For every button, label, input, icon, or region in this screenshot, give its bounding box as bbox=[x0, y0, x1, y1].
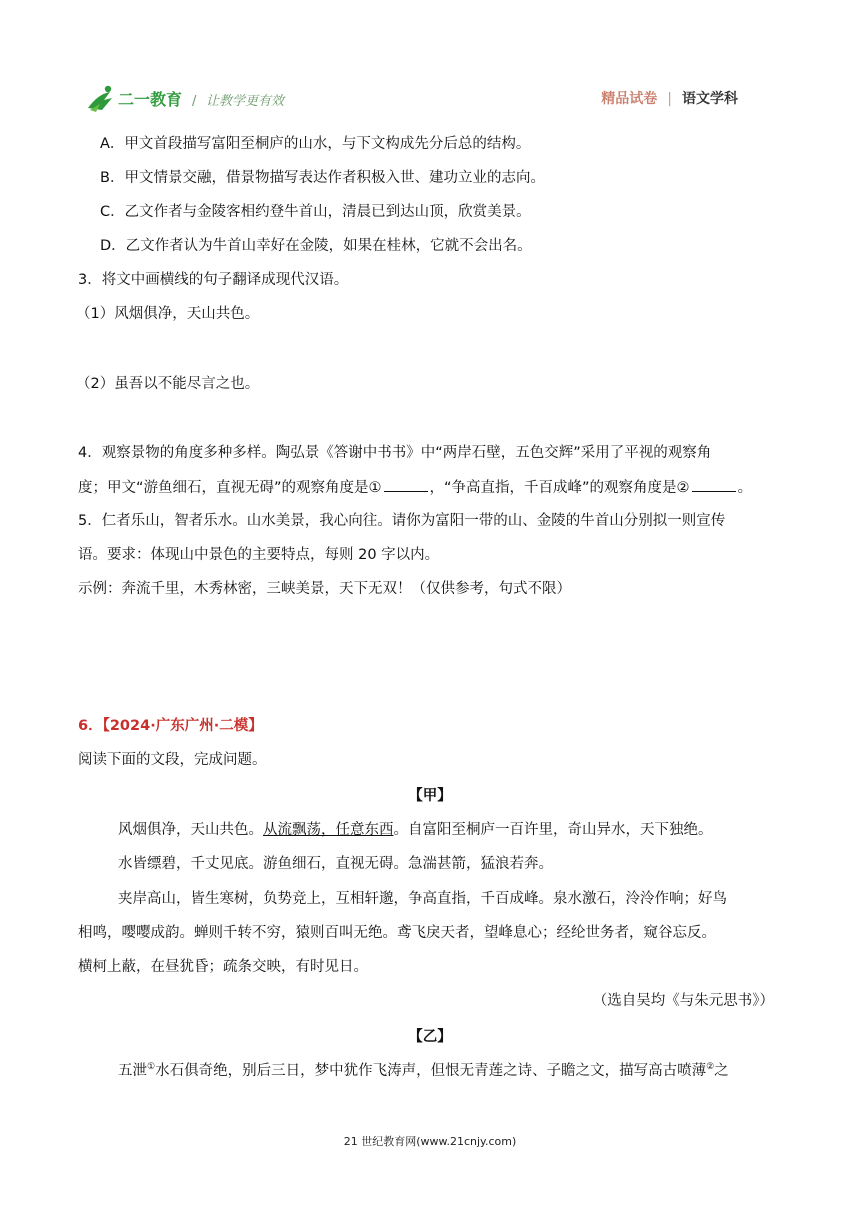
passage-jia-paragraph-2: 水皆缥碧，千丈见底。游鱼细石，直视无碍。急湍甚箭，猛浪若奔。 bbox=[118, 856, 553, 872]
option-a: A．甲文首段描写富阳至桐庐的山水，与下文构成先分后总的结构。 bbox=[100, 136, 531, 152]
underlined-sentence: 从流飘荡，任意东西 bbox=[263, 822, 394, 838]
page-header bbox=[84, 80, 744, 114]
passage-jia-paragraph-1: 风烟俱净，天山共色。从流飘荡，任意东西。自富阳至桐庐一百许里，奇山异水，天下独绝。 bbox=[118, 822, 713, 838]
question-5-line-1: 5．仁者乐山，智者乐水。山水美景，我心向往。请你为富阳一带的山、金陵的牛首山分别拟一则宣传 bbox=[78, 513, 726, 529]
option-c: C．乙文作者与金陵客相约登牛首山，清晨已到达山顶，欣赏美景。 bbox=[100, 204, 531, 220]
passage-jia-title: 【甲】 bbox=[408, 788, 452, 804]
brand-logo bbox=[84, 84, 304, 114]
brand-text: 二一教育 bbox=[118, 90, 183, 109]
page-footer: 21 世纪教育网(www.21cnjy.com) bbox=[343, 1135, 517, 1148]
runner-logo-icon bbox=[84, 84, 314, 114]
question-6-title: 6．【2024·广东广州·二模】 bbox=[78, 718, 263, 734]
passage-jia-paragraph-3-line-1: 夹岸高山，皆生寒树，负势竞上，互相轩邈，争高直指，千百成峰。泉水激石，泠泠作响；好鸟 bbox=[118, 891, 727, 907]
question-3: 3．将文中画横线的句子翻译成现代汉语。 bbox=[78, 272, 349, 288]
passage-source: （选自吴均《与朱元思书》） bbox=[592, 993, 774, 1009]
footnote-2: ② bbox=[706, 1062, 715, 1073]
question-3-sub-1: （1）风烟俱净，天山共色。 bbox=[76, 306, 260, 322]
option-b: B．甲文情景交融，借景物描写表达作者积极入世、建功立业的志向。 bbox=[100, 170, 545, 186]
question-3-sub-2: （2）虽吾以不能尽言之也。 bbox=[76, 376, 260, 392]
footnote-1: ① bbox=[147, 1062, 156, 1073]
question-4-line-1: 4．观察景物的角度多种多样。陶弘景《答谢中书书》中“两岸石壁，五色交辉”采用了平视的观察角 bbox=[78, 445, 712, 461]
passage-jia-paragraph-3-line-2: 相鸣，嘤嘤成韵。蝉则千转不穷，猿则百叫无绝。鸢飞戾天者，望峰息心；经纶世务者，窥谷忘反。 bbox=[78, 925, 716, 941]
question-4-line-2: 度；甲文“游鱼细石，直视无碍”的观察角度是① ，“争高直指，千百成峰”的观察角度是② 。 bbox=[78, 477, 752, 498]
tag-subject: 语文学科 bbox=[682, 91, 738, 107]
passage-jia-paragraph-3-line-3: 横柯上蔽，在昼犹昏；疏条交映，有时见日。 bbox=[78, 959, 368, 975]
tag-separator: | bbox=[667, 91, 672, 107]
answer-blank-2[interactable] bbox=[692, 477, 736, 492]
answer-blank-1[interactable] bbox=[384, 477, 428, 492]
question-5-line-2: 语。要求：体现山中景色的主要特点，每则 20 字以内。 bbox=[78, 547, 440, 563]
question-5-example: 示例：奔流千里，木秀林密，三峡美景，天下无双！（仅供参考，句式不限） bbox=[78, 581, 571, 597]
option-d: D．乙文作者认为牛首山幸好在金陵，如果在桂林，它就不会出名。 bbox=[100, 238, 532, 254]
passage-yi-paragraph-1: 五泄①水石俱奇绝，别后三日，梦中犹作飞涛声，但恨无青莲之诗、子瞻之文，描写高古喷薄②之 bbox=[118, 1062, 729, 1079]
tag-premium: 精品试卷 bbox=[601, 91, 658, 107]
passage-yi-title: 【乙】 bbox=[408, 1029, 452, 1045]
slogan-text: 让教学更有效 bbox=[206, 94, 285, 109]
svg-text:/: / bbox=[192, 94, 197, 109]
question-6-intro: 阅读下面的文段，完成问题。 bbox=[78, 752, 267, 768]
header-tags bbox=[601, 88, 738, 108]
